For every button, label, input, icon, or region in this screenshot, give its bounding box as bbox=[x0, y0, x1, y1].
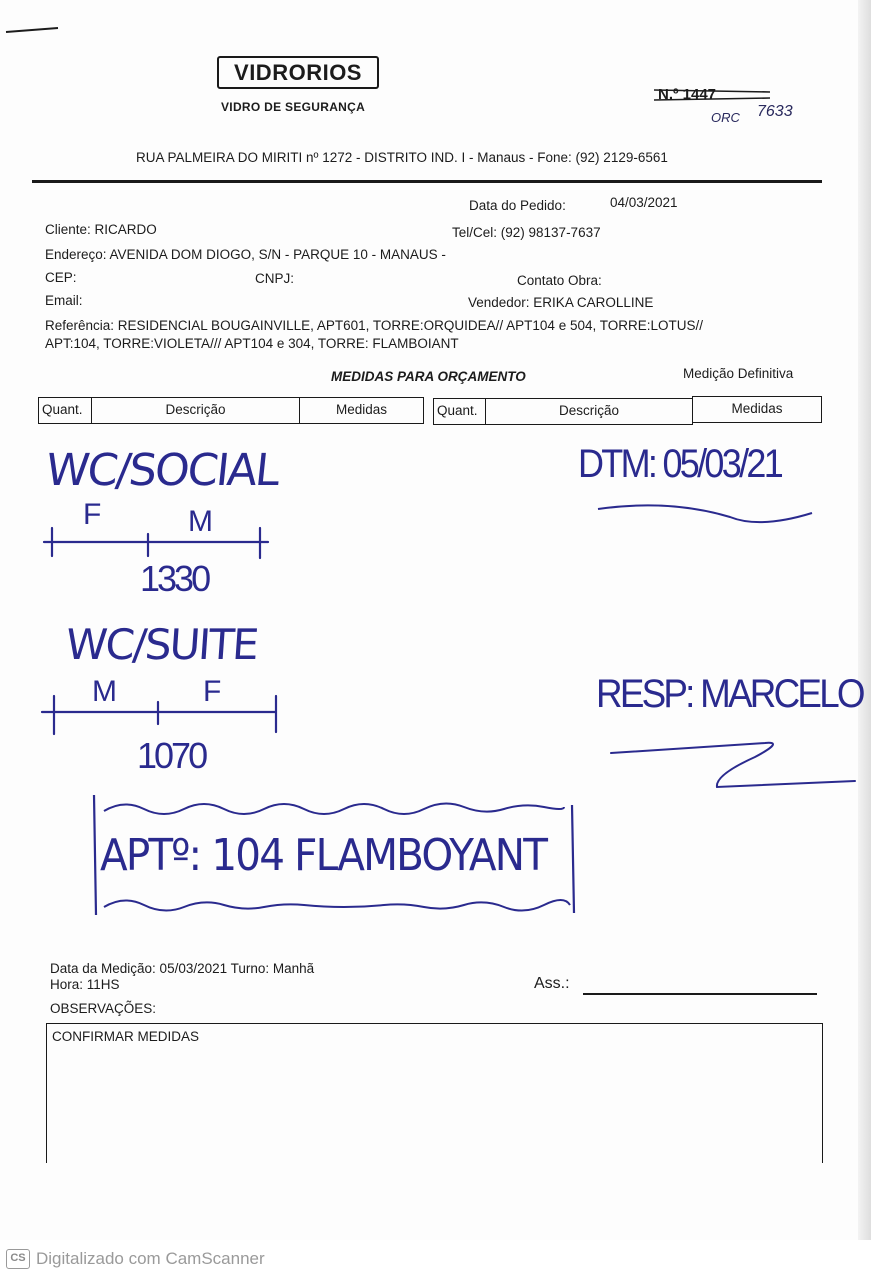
observations-label: OBSERVAÇÕES: bbox=[50, 1001, 157, 1016]
col-medidas-right: Medidas bbox=[692, 396, 822, 423]
signature-line bbox=[583, 993, 817, 995]
reference-line-1: Referência: RESIDENCIAL BOUGAINVILLE, APT601, TORRE:ORQUIDEA// APT104 e 504, TORRE:LOTUS// bbox=[45, 318, 703, 333]
contact-field: Contato Obra: bbox=[517, 273, 602, 288]
observations-text: CONFIRMAR MEDIDAS bbox=[52, 1029, 200, 1044]
handwritten-room-2: WC/SUITE bbox=[64, 620, 259, 669]
measurements-title: MEDIDAS PARA ORÇAMENTO bbox=[331, 369, 526, 384]
client-name: Cliente: RICARDO bbox=[45, 222, 157, 237]
page-edge-shadow bbox=[858, 0, 871, 1240]
room-1-left-mark: F bbox=[83, 498, 102, 531]
col-descricao-right: Descrição bbox=[485, 398, 693, 425]
handwritten-date: DTM: 05/03/21 bbox=[578, 442, 782, 486]
handwritten-responsible: RESP: MARCELO bbox=[596, 672, 863, 716]
email-field: Email: bbox=[45, 293, 83, 308]
orc-label: ORC bbox=[711, 110, 740, 125]
cnpj-field: CNPJ: bbox=[255, 271, 295, 286]
order-date-value: 04/03/2021 bbox=[610, 195, 678, 210]
header-divider bbox=[32, 180, 822, 183]
seller-name: Vendedor: ERIKA CAROLLINE bbox=[468, 295, 654, 310]
room-2-dimension-line bbox=[36, 690, 296, 740]
room-1-width: 1330 bbox=[140, 558, 209, 599]
col-descricao-left: Descrição bbox=[91, 397, 300, 424]
camscanner-caption: Digitalizado com CamScanner bbox=[36, 1249, 265, 1268]
room-2-left-mark: M bbox=[92, 675, 117, 708]
document-number: N.º 1447 bbox=[658, 86, 717, 103]
observations-box bbox=[46, 1023, 823, 1163]
client-address: Endereço: AVENIDA DOM DIOGO, S/N - PARQUE 10 - MANAUS - bbox=[45, 247, 446, 262]
col-quant-left: Quant. bbox=[38, 397, 92, 424]
stray-pen-mark bbox=[0, 20, 70, 40]
room-1-dimension-line bbox=[40, 520, 280, 560]
orc-number: 7633 bbox=[757, 103, 793, 120]
company-address: RUA PALMEIRA DO MIRITI nº 1272 - DISTRITO IND. I - Manaus - Fone: (92) 2129-6561 bbox=[136, 150, 668, 165]
col-quant-right: Quant. bbox=[433, 398, 486, 425]
camscanner-logo: CS bbox=[6, 1249, 30, 1269]
room-1-right-mark: M bbox=[188, 505, 213, 538]
handwritten-room-1: WC/SOCIAL bbox=[43, 445, 281, 496]
order-date-label: Data do Pedido: bbox=[469, 198, 566, 213]
date-underline bbox=[590, 495, 820, 535]
apartment-note: APTº: 104 FLAMBOYANT bbox=[100, 830, 547, 881]
client-phone: Tel/Cel: (92) 98137-7637 bbox=[452, 225, 601, 240]
measurement-hour: Hora: 11HS bbox=[50, 977, 120, 992]
signature-label: Ass.: bbox=[534, 975, 570, 992]
room-2-width: 1070 bbox=[137, 735, 206, 776]
measurement-type: Medição Definitiva bbox=[683, 366, 794, 381]
cep-field: CEP: bbox=[45, 270, 77, 285]
reference-line-2: APT:104, TORRE:VIOLETA/// APT104 e 304, TORRE: FLAMBOIANT bbox=[45, 336, 459, 351]
col-medidas-left: Medidas bbox=[299, 397, 424, 424]
responsible-signature bbox=[605, 735, 865, 795]
room-2-right-mark: F bbox=[203, 675, 222, 708]
company-logo: VIDRORIOS bbox=[217, 56, 379, 89]
company-tagline: VIDRO DE SEGURANÇA bbox=[221, 100, 366, 114]
measurement-date: Data da Medição: 05/03/2021 Turno: Manhã bbox=[50, 961, 315, 976]
